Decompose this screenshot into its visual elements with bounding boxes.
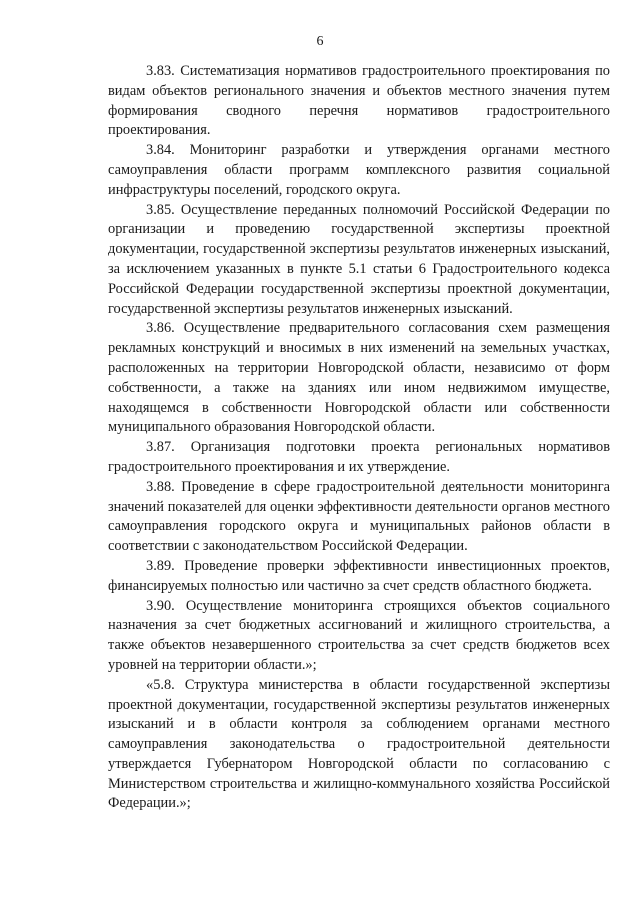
paragraph-3-89: 3.89. Проведение проверки эффективности инвестиционных проектов, финансируемых полностью или частично за счет средств областного бюджета.	[108, 557, 610, 594]
paragraph-3-88: 3.88. Проведение в сфере градостроительной деятельности мониторинга значений показателей для оценки эффективности деятельности органов местного самоуправления городского округа и муниципальных районов области в соответствии с законодательством Российской Федерации.	[108, 478, 610, 555]
paragraph-3-83: 3.83. Систематизация нормативов градостроительного проектирования по видам объектов регионального значения и объектов местного значения путем формирования сводного перечня нормативов градостроительного проектирования.	[108, 63, 610, 139]
paragraph-3-90: 3.90. Осуществление мониторинга строящихся объектов социального назначения за счет бюджетных ассигнований и жилищного строительства, а также объектов незавершенного строительства за счет средств бюджетов всех уровней на территории области.»;	[108, 597, 610, 673]
paragraph-3-85: 3.85. Осуществление переданных полномочий Российской Федерации по организации и проведению государственной экспертизы проектной документации, государственной экспертизы результатов инженерных изысканий, за исключением указанных в пункте 5.1 статьи 6 Градостроительного кодекса Российской Федерации государственной экспертизы проектной документации, государственной экспертизы результатов инженерных изысканий.	[108, 201, 610, 317]
paragraph-3-87: 3.87. Организация подготовки проекта региональных нормативов градостроительного проектирования и их утверждение.	[108, 439, 610, 475]
paragraph-3-84: 3.84. Мониторинг разработки и утверждения органами местного самоуправления области программ комплексного развития социальной инфраструктуры поселений, городского округа.	[108, 142, 610, 198]
page-number: 6	[316, 34, 324, 49]
document-body	[108, 62, 610, 814]
paragraph-5-8: «5.8. Структура министерства в области государственной экспертизы проектной документации, государственной экспертизы результатов инженерных изысканий и в области контроля за соблюдением органами местного самоуправления законодательства о градостроительной деятельности утверждается Губернатором Новгородской области по согласованию с Министерством строительства и жилищно-коммунального хозяйства Российской Федерации.»;	[108, 676, 610, 812]
paragraph-3-86: 3.86. Осуществление предварительного согласования схем размещения рекламных конструкций и вносимых в них изменений на земельных участках, расположенных на территории Новгородской области, независимо от форм собственности, а также на зданиях или ином недвижимом имуществе, находящемся в собственности Новгородской области или собственности муниципального образования Новгородской области.	[108, 320, 610, 436]
